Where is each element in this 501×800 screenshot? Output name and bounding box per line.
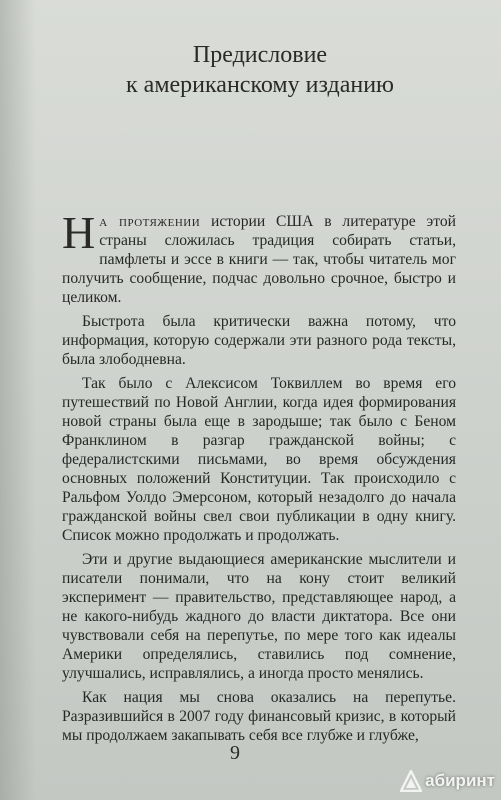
drop-cap: Н — [62, 207, 96, 258]
paragraph-4: Эти и другие выдающиеся американские мыслители и писатели понимали, что на кону стоит великий эксперимент — правительство, представляющее народ, а не какого-нибудь жадного до власти диктатора. Все они чувствовали себя на перепутье, по мере того как идеалы Америки определялись, ставились под сомнение, улучшались, исправлялись, а иногда просто менялись. — [62, 551, 456, 682]
watermark-text: абиринт — [425, 771, 495, 790]
page-edge-shadow — [0, 0, 36, 800]
page-number: 9 — [230, 742, 240, 764]
labirint-logo-icon — [400, 770, 422, 792]
labirint-watermark — [400, 770, 495, 792]
paragraph-2: Быстрота была критически важна потому, что информация, которую содержали эти разного рода тексты, была злободневна. — [62, 313, 456, 368]
chapter-title-line-1: Предисловие — [192, 42, 328, 68]
lead-in-smallcaps: а протяжении — [99, 213, 201, 230]
paragraph-3: Так было с Алексисом Токвиллем во время его путешествий по Новой Англии, когда идея формирования новой страны была еще в зародыше; так было с Беном Франклином в разгар гражданской войны; с федералистскими письмами, во время обсуждения основных положений Конституции. Так происходило с Ральфом Уолдо Эмерсоном, который незадолго до начала гражданской войны свел свои публикации в одну книгу. Список можно продолжать и продолжать. — [62, 375, 456, 544]
paragraph-1-text: истории США в литературе этой страны сложилась традиция собирать статьи, памфлеты и эссе в книги — так, чтобы читатель мог получить сообщение, подчас довольно срочное, быстро и целиком. — [62, 213, 457, 306]
chapter-title-line-2: к американскому изданию — [126, 72, 394, 98]
body-text — [62, 207, 457, 750]
paragraph-1 — [62, 207, 457, 307]
paragraph-5: Как нация мы снова оказались на перепутье. Разразившийся в 2007 году финансовый кризис, в который мы продолжаем закапывать себя все глубже и глубже, — [62, 689, 456, 744]
chapter-title — [60, 40, 460, 100]
